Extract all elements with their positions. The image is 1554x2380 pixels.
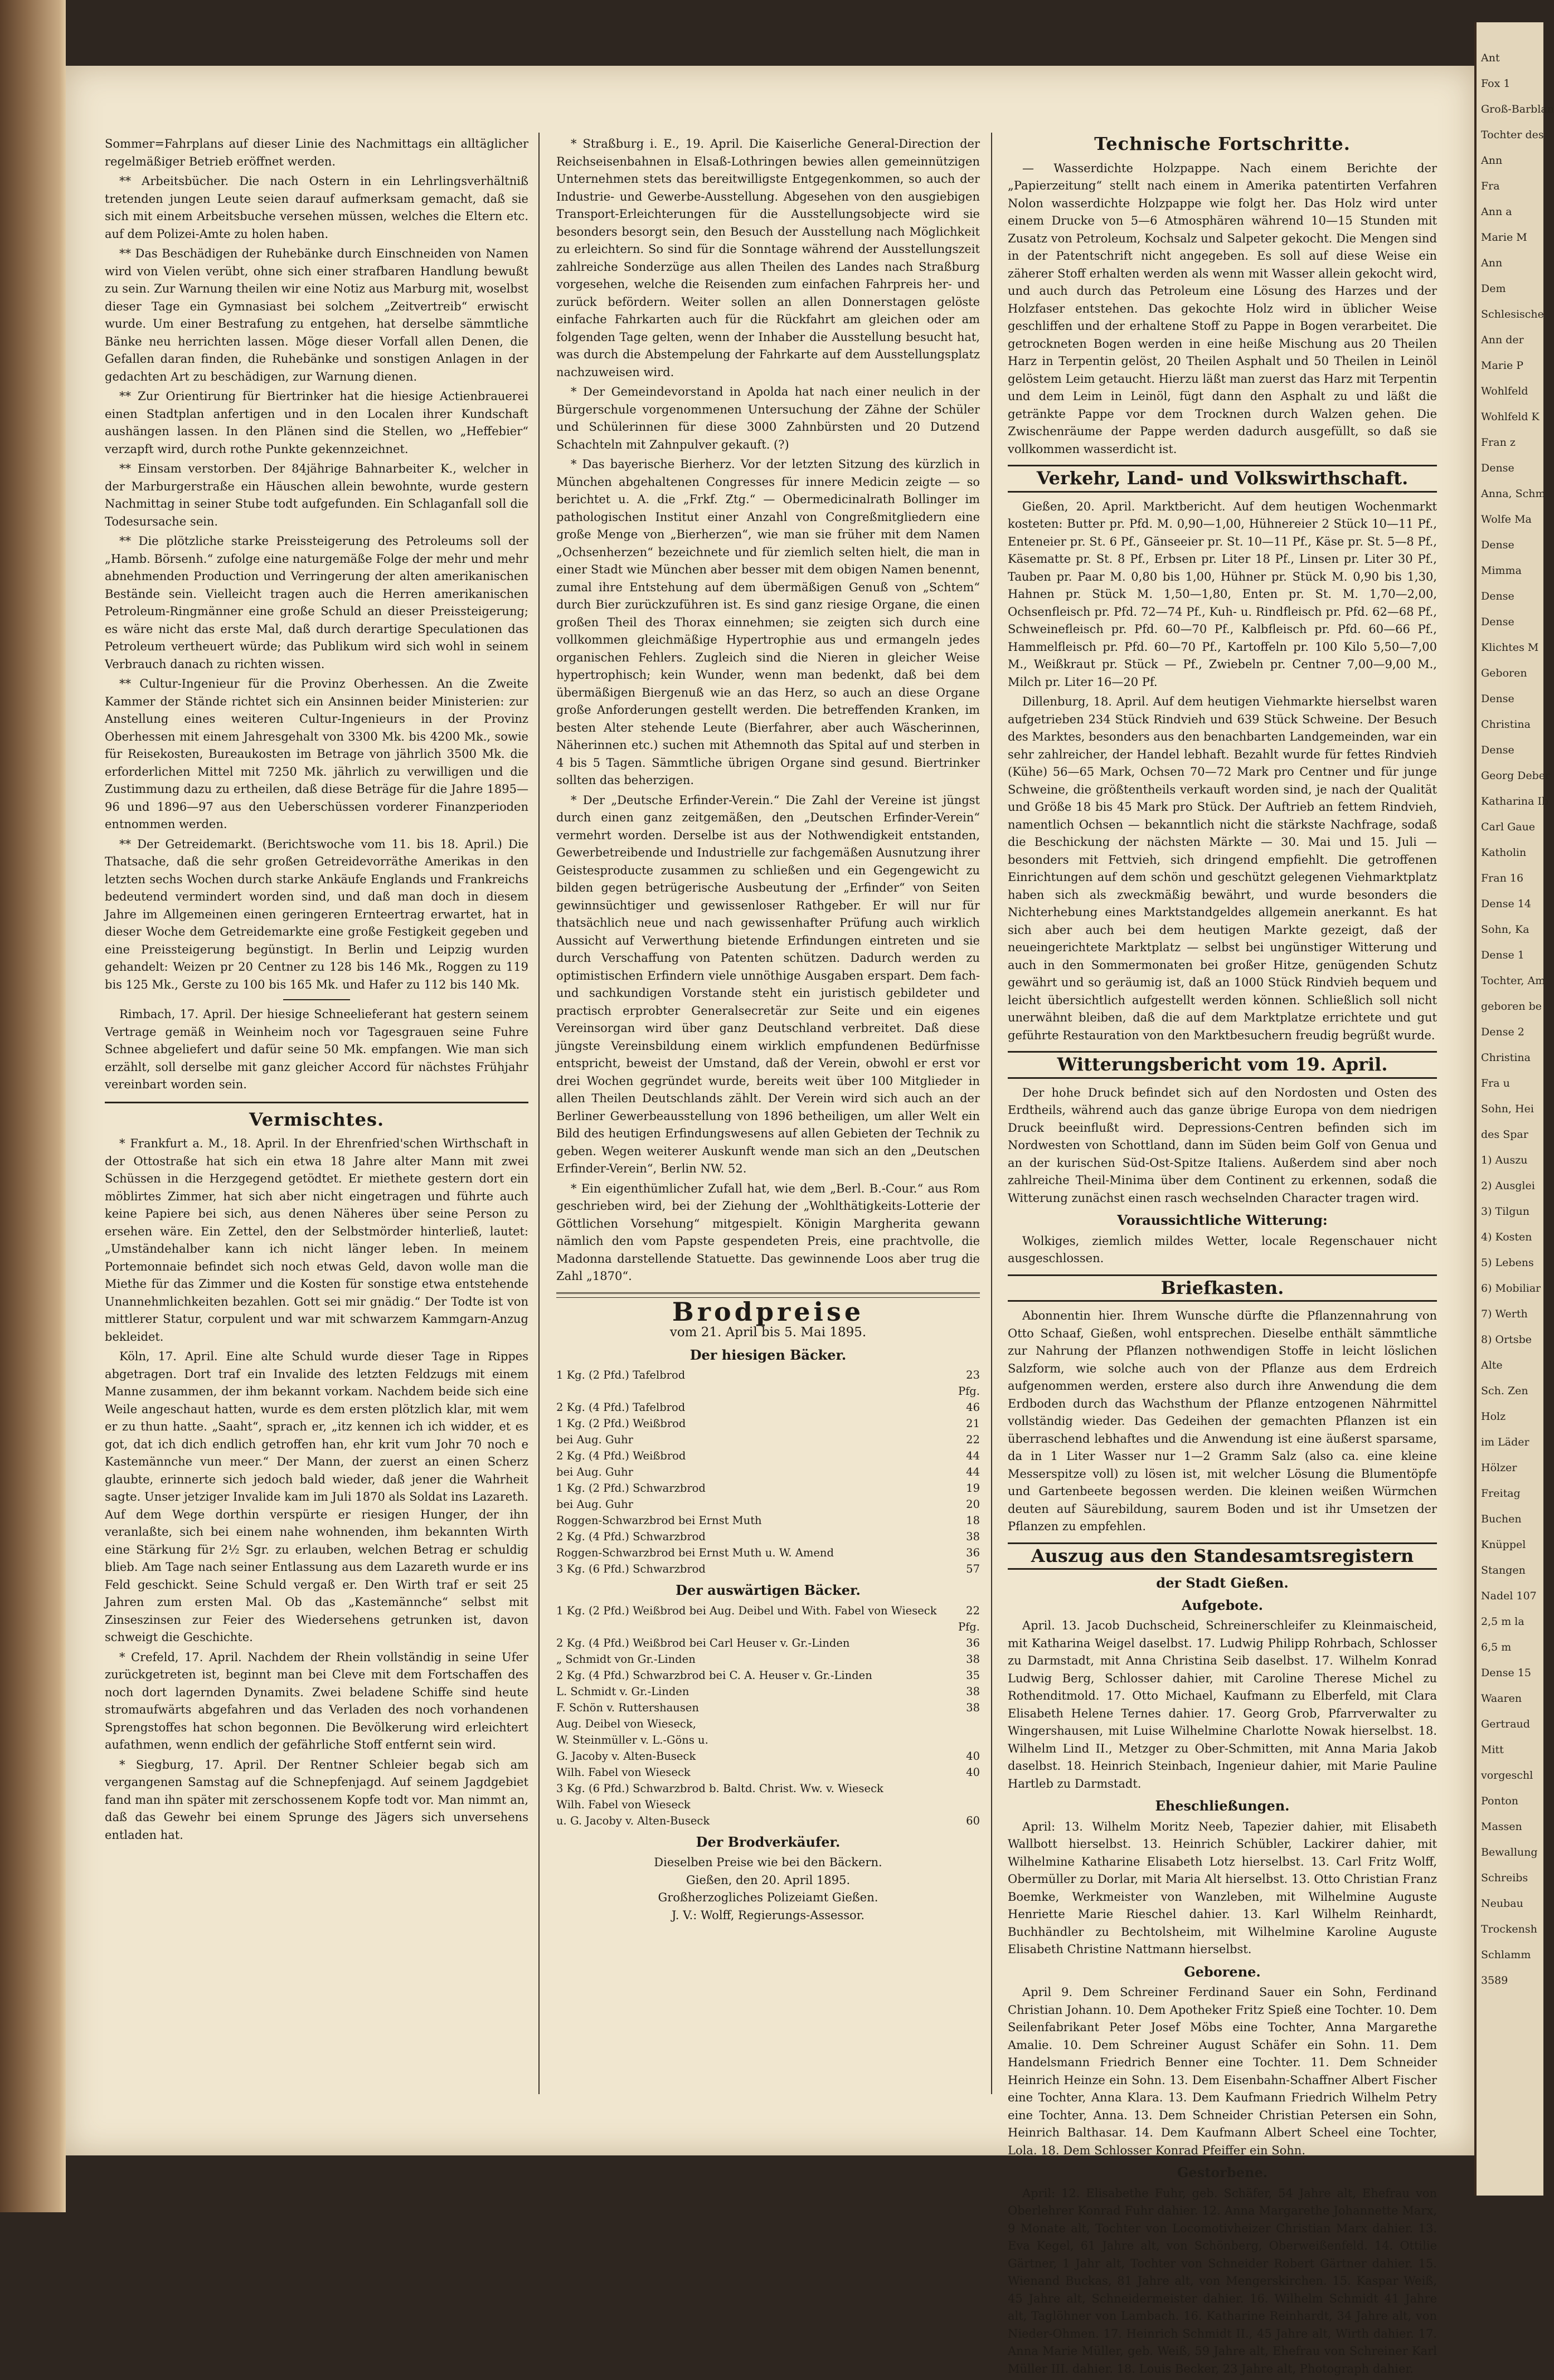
list-aufgebote: April. 13. Jacob Duchscheid, Schreinerschleifer zu Kleinmaischeid, mit Katharina Weigel daselbst. 17. Ludwig Philipp Rohrbach, Schlosser zu Darmstadt, mit Anna Christina Seib daselbst. 17. Wilhelm Konrad Ludwig Berg, Schlosser dahier, mit Caroline Therese Michel zu Rothenditmold. 17. Otto Michael, Kaufmann zu Elberfeld, mit Clara Elisabeth Helene Ternes dahier. 17. Georg Grob, Pfarrverwalter zu Wingershausen, mit Luise Wilhelmine Charlotte Nowak hierselbst. 18. Wilhelm Lind II., Metzger zu Ober-Schmitten, mit Anna Maria Jakob daselbst. 18. Heinrich Steinbach, Ingenieur dahier, mit Marie Pauline Hartleb zu Darmstadt. (1008, 1619, 1437, 1790)
adjacent-page-fragment: Carl Gaue (1481, 821, 1536, 833)
bread-price: 38 (966, 1701, 980, 1714)
adjacent-page-fragment: Waaren (1481, 1692, 1522, 1705)
bread-price: 35 (966, 1668, 980, 1682)
adjacent-page-fragment: Stangen (1481, 1564, 1526, 1576)
article-witterung: Der hohe Druck befindet sich auf den Nordosten und Osten des Erdtheils, während auch das ganze übrige Europa von dem niedrigen Druck beeinflußt wird. Depressions-Centren befinden sich im Nordwesten von Schottland, dann im Süden beim Golf von Genua und an der kurischen Süd-Ost-Spitze Italiens. Außerdem sind aber noch zahlreiche Theil-Minima über dem Continent zu erkennen, sodaß die Witterung zunächst einen rasch wechselnden Character tragen wird. (1008, 1086, 1437, 1205)
bread-price: 22 Pfg. (958, 1604, 980, 1633)
bread-price: 18 (966, 1514, 980, 1527)
adjacent-page-fragment: Sohn, Hei (1481, 1103, 1534, 1115)
bread-price-row (556, 1780, 980, 1797)
bread-price: 38 (966, 1652, 980, 1666)
adjacent-page-fragment: Fra u (1481, 1077, 1510, 1089)
bread-price: 40 (966, 1765, 980, 1779)
article-bierherz: * Das bayerische Bierherz. Vor der letzten Sitzung des kürzlich in München abgehaltenen Congresses für innere Medicin zeigte — so berichtet u. A. die „Frkf. Ztg.“ — Obermedicinalrath Bollinger im pathologischen Institut einer Anzahl von Congreßmitgliedern eine große Menge von „Bierherzen“, wie man sie früher mit dem Namen „Ochsenherzen“ bezeichnete und für ziemlich selten hielt, die man in einer Stadt wie München aber besser mit dem obigen Namen benennt, zumal ihre Entstehung auf dem übermäßigen Genuß von „Schtem“ durch Bier zurückzuführen ist. Es sind ganz riesige Organe, die einen großen Theil des Thorax einnehmen; sie zeigten sich durch eine vollkommen gleichmäßige Hypertrophie aus und ermangeln jedes organischen Fehlers. Zugleich sind die Nieren in gleicher Weise hypertrophisch; kein Wunder, wenn man bedenkt, daß bei dem übermäßigen Biergenuß wie an das Herz, so auch an diese Organe große Anforderungen gestellt werden. Die betreffenden Kranken, im besten Alter stehende Leute (Bierfahrer, aber auch Wäscherinnen, Näherinnen etc.) suchen mit Athemnoth das Spital auf und sterben in 4 bis 5 Tagen. Sämmtliche übrigen Organe sind gesund. Biertrinker sollten das beherzigen. (556, 457, 980, 787)
bread-price-row (556, 1667, 980, 1683)
bread-price: 57 (966, 1563, 980, 1575)
article-getreidemarkt: ** Der Getreidemarkt. (Berichtswoche vom 11. bis 18. April.) Die Thatsache, daß die sehr großen Getreidevorräthe Amerikas in den letzten sechs Wochen durch starke Ankäufe Englands und Frankreichs bedeutend vermindert worden sind, und daß man doch in diesem Jahre im Allgemeinen einen geringeren Ernteertrag erwartet, hat in dieser Woche dem Getreidemarkte eine große Festigkeit gegeben und eine Preissteigerung begünstigt. In Berlin und Leipzig wurden gehandelt: Weizen pr 20 Centner zu 128 bis 146 Mk., Roggen zu 119 bis 125 Mk., Gerste zu 100 bis 165 Mk. und Hafer zu 112 bis 140 Mk. (105, 837, 528, 991)
bread-price-row (556, 1496, 980, 1512)
bread-item: 3 Kg. (6 Pfd.) Schwarzbrod b. Baltd. Christ. Ww. v. Wieseck (556, 1782, 883, 1795)
adjacent-page-fragment: Dense (1481, 744, 1514, 756)
adjacent-page-fragment: Ann (1481, 154, 1503, 167)
subheading-gestorbene: Gestorbene. (1177, 2164, 1268, 2181)
adjacent-page-fragment: Geboren (1481, 667, 1527, 679)
adjacent-page-fragment: Ann (1481, 257, 1503, 269)
column-separator (991, 133, 992, 2094)
adjacent-page-fragment: im Läder (1481, 1436, 1529, 1448)
column-2 (556, 135, 980, 1924)
article-holzpappe: — Wasserdichte Holzpappe. Nach einem Berichte der „Papierzeitung“ stellt nach einem in Amerika patentirten Verfahren Nolon wasserdichte Holzpappe wie folgt her. Das Holz wird unter einem Drucke von 5—6 Atmosphären während 10—15 Stunden mit Zusatz von Petroleum, Kochsalz und Salpeter gekocht. Die Mengen sind in der Patentschrift nicht angegeben. Es soll auf diese Weise ein zäherer Stoff erhalten werden als wenn mit Wasser allein gekocht wird, und auch durch das Petroleum eine Lösung des Harzes und der Holzfaser entstehen. Das gekochte Holz wird in üblicher Weise geschliffen und der erhaltene Stoff zu Pappe in Bogen verarbeitet. Die getrockneten Bogen werden in eine heiße Mischung aus 20 Theilen Harz in Terpentin gelöst, 20 Theilen Asphalt und 50 Theilen in Leinöl gelöstem Leim getaucht. Hierzu läßt man zuerst das Harz mit Terpentin und dem Leim in Leinöl, fügt dann den Asphalt zu und läßt die getränkte Pappe vor dem Trocknen durch Walzen gehen. Die Zwischenräume der Pappe werden dadurch ausgefüllt, so daß sie vollkommen wasserdicht ist. (1008, 161, 1437, 456)
article-cultur-ingenieur: ** Cultur-Ingenieur für die Provinz Oberhessen. An die Zweite Kammer der Stände richtet sich ein Ansinnen beider Ministerien: zur Anstellung eines weiteren Cultur-Ingenieurs in der Provinz Oberhessen mit einem Jahresgehalt von 3300 Mk. bis 4200 Mk., sowie für Reisekosten, Bureaukosten im Betrage von jährlich 3500 Mk. die erforderlichen Mittel mit 7250 Mk. jährlich zu verwilligen und die Zustimmung dazu zu ertheilen, daß diese Beträge für die Jahre 1895—96 und 1896—97 aus den Ueberschüssen vorderer Finanzperioden entnommen werden. (105, 677, 528, 831)
bread-price-row (556, 1732, 980, 1748)
bread-item: Roggen-Schwarzbrod bei Ernst Muth u. W. Amend (556, 1546, 834, 1559)
divider (283, 999, 350, 1000)
adjacent-page-fragment: Wolfe Ma (1481, 513, 1532, 525)
bread-price (941, 1732, 980, 1748)
adjacent-page-fragment: Dense 1 (1481, 949, 1524, 961)
bread-sellers-note: Dieselben Preise wie bei den Bäckern. (654, 1856, 882, 1869)
bread-price-row (556, 1464, 980, 1480)
article-biertrinker: ** Zur Orientirung für Biertrinker hat die hiesige Actienbrauerei einen Stadtplan anfertigen und in den Localen ihrer Kundschaft aushängen lassen. In den Plänen sind die Stellen, wo „Heffebier“ verzapft wird, durch rothe Punkte gekennzeichnet. (105, 390, 528, 456)
bread-price-row (556, 1561, 980, 1577)
bread-item: 2 Kg. (4 Pfd.) Weißbrod bei Carl Heuser v. Gr.-Linden (556, 1636, 850, 1649)
bread-price: 44 (966, 1466, 980, 1478)
section-heading-vermischtes: Vermischtes. (249, 1108, 385, 1130)
bread-price: 60 (966, 1814, 980, 1827)
bread-price-row (556, 1399, 980, 1415)
adjacent-page-fragment: Ann a (1481, 206, 1512, 218)
bread-item: 1 Kg. (2 Pfd.) Tafelbrod (556, 1369, 686, 1381)
adjacent-page-fragment: Schlamm (1481, 1949, 1531, 1961)
adjacent-page-fragment: Katharina Ib (1481, 795, 1549, 807)
adjacent-page-fragment: Christina (1481, 1052, 1531, 1064)
adjacent-page-fragment: Sohn, Ka (1481, 923, 1529, 936)
adjacent-page-fragment: 7) Werth (1481, 1308, 1528, 1320)
adjacent-page-fragment: 6,5 m (1481, 1641, 1512, 1653)
adjacent-page-fragment: Dense 15 (1481, 1667, 1531, 1679)
article-petroleum: ** Die plötzliche starke Preissteigerung des Petroleums soll der „Hamb. Börsenh.“ zufolge eine naturgemäße Folge der mehr und mehr abnehmenden Production und Verringerung der alten amerikanischen Bestände sein. Vielleicht tragen auch die Herren amerikanischen Petroleum-Ringmänner eine große Schuld an dieser Preissteigerung; es wäre nicht das erste Mal, daß durch derartige Speculationen das Petroleum vertheuert würde; das Publikum wird sich wohl in seinem Verbrauch danach zu richten wissen. (105, 534, 528, 671)
article-paragraph: Sommer=Fahrplans auf dieser Linie des Nachmittags ein alltäglicher regelmäßiger Betrieb eröffnet werden. (105, 137, 528, 168)
bread-prices-title: Brodpreise (672, 1296, 865, 1327)
bread-price-row (556, 1651, 980, 1667)
adjacent-page-fragment: Fran z (1481, 436, 1516, 449)
bread-price (941, 1780, 980, 1797)
adjacent-page-fragment: Neubau (1481, 1897, 1523, 1910)
bread-price: 19 (966, 1482, 980, 1495)
article-erfinder-verein: * Der „Deutsche Erfinder-Verein.“ Die Zahl der Vereine ist jüngst durch einen ganz zeitgemäßen, den „Deutschen Erfinder-Verein“ vermehrt worden. Derselbe ist aus der Nothwendigkeit entstanden, Gewerbetreibende und Industrielle zur fachgemäßen Ausnutzung ihrer Geistesproducte zusammen zu schließen und ein Gegengewicht zu bilden gegen betrügerische Ausbeutung der „Erfinder“ von Seiten gewinnsüchtiger und gewissenloser Rathgeber. Er will nur für thatsächlich neue und nach gewissenhafter Prüfung auch wirklich Aussicht auf Verwerthung bietende Erfindungen eintreten und sie durch Verschaffung von Patenten schützen. Dadurch werden zu optimistischen Erfindern viele unnöthige Ausgaben erspart. Dem fach- und sachkundigen Vorstande steht ein juristisch gebildeter und practisch erprobter Generalsecretär zur Seite und ein eigenes Vereinsorgan wird über ganz Deutschland verbreitet. Daß diese jüngste Vereinsbildung einem wirklich empfundenen Bedürfnisse entspricht, beweist der Umstand, daß der Verein, obwohl er erst vor drei Wochen gegründet wurde, bereits weit über 100 Mitglieder in allen Theilen Deutschlands zählt. Der Verein wird sich auch an der Berliner Gewerbeausstellung von 1896 betheiligen, um aller Welt ein Bild des heutigen Erfindungswesens auf allen Gebieten der Technik zu geben. Wegen weiterer Auskunft wende man sich an den „Deutschen Erfinder-Verein“, Berlin NW. 52. (556, 793, 980, 1175)
forecast-title: Voraussichtliche Witterung: (1117, 1212, 1328, 1228)
bread-item: „ Schmidt von Gr.-Linden (556, 1652, 696, 1666)
adjacent-page-fragment: 3589 (1481, 1974, 1508, 1987)
adjacent-page-fragment: Fran 16 (1481, 872, 1524, 884)
section-heading-technik: Technische Fortschritte. (1094, 133, 1351, 154)
adjacent-page-fragment: Freitag (1481, 1487, 1521, 1500)
list-eheschliessungen: April: 13. Wilhelm Moritz Neeb, Tapezier dahier, mit Elisabeth Wallbott hierselbst. 13. Heinrich Schübler, Lackirer dahier, mit Wilhelmine Katharine Elisabeth Lotz hierselbst. 13. Carl Fritz Wolff, Obermüller zu Dorlar, mit Maria Alt hierselbst. 13. Otto Christian Franz Boemke, Werkmeister von Wanzleben, mit Wilhelmine Auguste Henriette Marie Rieschel dahier. 13. Karl Wilhelm Reinhardt, Buchhändler zu Bechtolsheim, mit Wilhelmine Karoline Auguste Elisabeth Christine Nattmann hierselbst. (1008, 1819, 1437, 1956)
bread-item: 2 Kg. (4 Pfd.) Weißbrod (556, 1449, 686, 1462)
adjacent-page-fragment: Dense (1481, 590, 1514, 602)
bread-price-row (556, 1700, 980, 1716)
book-binding-left (0, 0, 66, 2212)
bread-price (941, 1716, 980, 1732)
bread-item: Aug. Deibel von Wieseck, (556, 1717, 696, 1730)
adjacent-page-fragment: 2) Ausglei (1481, 1180, 1535, 1192)
bread-item: G. Jacoby v. Alten-Buseck (556, 1749, 696, 1763)
bread-section-foreign: Der auswärtigen Bäcker. (676, 1582, 861, 1598)
bread-place-date: Gießen, den 20. April 1895. (686, 1873, 851, 1887)
adjacent-page-edge (1474, 22, 1554, 2196)
adjacent-page-fragment: Dense (1481, 462, 1514, 474)
bread-price-row (556, 1448, 980, 1464)
adjacent-page-fragment: Christina (1481, 718, 1531, 731)
bread-price-row (556, 1813, 980, 1829)
adjacent-page-fragment: Tochter, Am (1481, 975, 1546, 987)
adjacent-page-fragment: Schreibs (1481, 1872, 1528, 1884)
adjacent-page-fragment: Dense 14 (1481, 898, 1531, 910)
bread-item: 2 Kg. (4 Pfd.) Tafelbrod (556, 1401, 686, 1414)
bread-price: 23 Pfg. (958, 1369, 980, 1398)
bread-item: u. G. Jacoby v. Alten-Buseck (556, 1814, 710, 1827)
bread-item: 1 Kg. (2 Pfd.) Weißbrod (556, 1417, 686, 1430)
subheading-eheschliessungen: Eheschließungen. (1155, 1798, 1290, 1814)
adjacent-page-fragment: 5) Lebens (1481, 1257, 1534, 1269)
article-rimbach: Rimbach, 17. April. Der hiesige Schneelieferant hat gestern seinem Vertrage gemäß in Weinheim noch vor Tagesgrauen seine Fuhre Schnee abgeliefert und dafür seine 50 Mk. empfangen. Wie man sich erzählt, soll derselbe mit ganz gleicher Accord für nächstes Frühjahr vereinbart worden sein. (105, 1008, 528, 1091)
bread-price-row (556, 1415, 980, 1432)
bread-item: Wilh. Fabel von Wieseck (556, 1765, 691, 1779)
bread-price-row (556, 1635, 980, 1651)
adjacent-page-fragment: vorgeschl (1481, 1769, 1533, 1782)
bread-price: 22 (966, 1433, 980, 1446)
bread-item: bei Aug. Guhr (556, 1466, 633, 1478)
adjacent-page-fragment: Holz (1481, 1410, 1506, 1423)
article-ruhebaenke: ** Das Beschädigen der Ruhebänke durch Einschneiden von Namen wird von Vielen verübt, ohne sich einer strafbaren Handlung bewußt zu sein. Zur Warnung theilen wir eine Notiz aus Marburg mit, woselbst dieser Tage ein Gymnasiast bei solchem „Zeitvertreib“ erwischt wurde. Um einer Bestrafung zu entgehen, hat derselbe sämmtliche Bänke neu herrichten lassen. Möge dieser Vorfall allen Denen, die Gefallen daran finden, die Ruhebänke und sonstigen Anlagen in der gedachten Art zu beschädigen, zur Warnung dienen. (105, 247, 528, 383)
bread-price-row (556, 1529, 980, 1545)
adjacent-page-fragment: Ann der (1481, 334, 1524, 346)
column-separator (538, 133, 540, 2094)
bread-price: 38 (966, 1530, 980, 1543)
adjacent-page-fragment: 1) Auszu (1481, 1154, 1528, 1166)
bread-table-local (556, 1367, 980, 1577)
adjacent-page-fragment: Hölzer (1481, 1462, 1517, 1474)
bread-item: 2 Kg. (4 Pfd.) Schwarzbrod bei C. A. Heuser v. Gr.-Linden (556, 1668, 872, 1682)
article-koeln: Köln, 17. April. Eine alte Schuld wurde dieser Tage in Rippes abgetragen. Dort traf ein Invalide des letzten Feldzugs mit einem Manne zusammen, der ihm bekannt vorkam. Nachdem beide sich eine Weile angeschaut hatten, wurde es dem ersten plötzlich klar, mit wem er zu thun hatte. „Saaht“, sprach er, „itz kennen ich ich widder, et es got, dat ich dich endlich getroffen han, ehr krit vum Johr 70 noch e Kastemännche vun meer.“ Der Mann, der zuerst an einen Scherz glaubte, erinnerte sich jedoch bald wieder, daß jener die Wahrheit sagte. Unser jetziger Invalide kam im Juli 1870 als Soldat ins Lazareth. Auf dem Wege dorthin verspürte er riesigen Hunger, der ihn veranlaßte, sich bei einem nahe wohnenden, ihm bekannten Wirth eine Stärkung für 2½ Sgr. zu erlauben, welchen Betrag er schuldig blieb. Am Tage nach seiner Entlassung aus dem Lazareth wurde er ins Feld geschickt. Seine Schuld vergaß er. Den Wirth traf er seit 25 Jahren zum ersten Mal. Ob das „Kastemännche“ selbst mit Zinseszinsen zur Feier des Wiedersehens getrunken ist, davon schweigt die Geschichte. (105, 1350, 528, 1644)
adjacent-page-fragment: geboren be (1481, 1000, 1542, 1013)
bread-price-row (556, 1748, 980, 1764)
article-arbeitsbuecher: ** Arbeitsbücher. Die nach Ostern in ein Lehrlingsverhältniß tretenden jungen Leute seien darauf aufmerksam gemacht, daß sie sich mit einem Arbeitsbuche versehen müssen, welches die Eltern etc. auf dem Polizei-Amte zu holen haben. (105, 174, 528, 241)
column-3 (1008, 135, 1437, 2380)
bread-item: 1 Kg. (2 Pfd.) Weißbrod bei Aug. Deibel und With. Fabel von Wieseck (556, 1604, 937, 1617)
bread-price: 21 (966, 1417, 980, 1430)
adjacent-page-fragment: 2,5 m la (1481, 1615, 1524, 1628)
column-1 (105, 135, 528, 1846)
bread-office: Großherzogliches Polizeiamt Gießen. (658, 1891, 878, 1904)
adjacent-page-fragment: Anna, Schm (1481, 488, 1546, 500)
adjacent-page-fragment: Groß-Barblan (1481, 103, 1554, 115)
bread-signature: J. V.: Wolff, Regierungs-Assessor. (671, 1908, 865, 1922)
list-geborene: April 9. Dem Schreiner Ferdinand Sauer ein Sohn, Ferdinand Christian Johann. 10. Dem Apotheker Fritz Spieß eine Tochter. 10. Dem Seilenfabrikant Peter Josef Möbs eine Tochter, Anna Margarethe Amalie. 10. Dem Schreiner August Schäfer ein Sohn. 11. Dem Handelsmann Friedrich Benner eine Tochter. 11. Dem Schneider Heinrich Heinze ein Sohn. 13. Dem Eisenbahn-Schaffner Albert Fischer eine Tochter, Anna Klara. 13. Dem Kaufmann Friedrich Wilhelm Petry eine Tochter, Anna. 13. Dem Schneider Christian Petersen ein Sohn, Heinrich Balthasar. 14. Dem Kaufmann Albert Scheel eine Tochter, Lola. 18. Dem Schlosser Konrad Pfeiffer ein Sohn. (1008, 1985, 1437, 2157)
bread-price-row (556, 1603, 980, 1635)
bread-section-local: Der hiesigen Bäcker. (689, 1346, 847, 1363)
adjacent-page-fragment: 4) Kosten (1481, 1231, 1532, 1243)
newspaper-page (66, 66, 1474, 2376)
bread-price-row (556, 1432, 980, 1448)
adjacent-page-fragment: Fra (1481, 180, 1500, 192)
bread-item: 1 Kg. (2 Pfd.) Schwarzbrod (556, 1482, 706, 1495)
bread-price-row (556, 1716, 980, 1732)
adjacent-page-fragment: Massen (1481, 1821, 1522, 1833)
adjacent-page-fragment: Sch. Zen (1481, 1385, 1528, 1397)
adjacent-page-fragment: Ant (1481, 52, 1500, 64)
adjacent-page-fragment: Knüppel (1481, 1539, 1526, 1551)
bread-item: Wilh. Fabel von Wieseck (556, 1798, 691, 1811)
subheading-aufgebote: Aufgebote. (1182, 1597, 1263, 1613)
adjacent-page-fragment: Katholin (1481, 846, 1527, 859)
bread-item: F. Schön v. Ruttershausen (556, 1701, 699, 1714)
adjacent-page-fragment: 8) Ortsbe (1481, 1333, 1532, 1346)
bread-item: L. Schmidt v. Gr.-Linden (556, 1685, 689, 1698)
adjacent-page-fragment: Buchen (1481, 1513, 1522, 1525)
bread-price-row (556, 1683, 980, 1700)
bread-price: 40 (966, 1749, 980, 1763)
adjacent-page-fragment: Alte (1481, 1359, 1503, 1371)
adjacent-page-fragment: Marie P (1481, 359, 1524, 372)
bread-item: Roggen-Schwarzbrod bei Ernst Muth (556, 1514, 762, 1527)
adjacent-page-fragment: des Spar (1481, 1128, 1528, 1141)
adjacent-page-fragment: Nadel 107 (1481, 1590, 1537, 1602)
article-dillenburg: Dillenburg, 18. April. Auf dem heutigen Viehmarkte hierselbst waren aufgetrieben 234 Stück Rindvieh und 639 Stück Schweine. Der Besuch des Marktes, besonders aus den benachbarten Landgemeinden, war ein sehr zahlreicher, der Handel lebhaft. Bezahlt wurde für fettes Rindvieh (Kühe) 56—65 Mark, Ochsen 70—72 Mark pro Centner und für junge Schweine, die größtentheils verkauft worden sind, je nach der Qualität und Größe 18 bis 45 Mark pro Stück. Der Auftrieb an fettem Rindvieh, namentlich Ochsen — bekanntlich nicht die stärkste Nachfrage, sodaß die Beschickung der nächsten Märkte — 30. Mai und 15. Juli — besonders mit Fettvieh, sich dringend empfiehlt. Die getroffenen Einrichtungen auf dem schön und geschützt gelegenen Viehmarktplatz haben sich als zweckmäßig bewährt, und wurde besonders die Nichterhebung eines Marktstandgeldes allgemein anerkannt. Es hat sich aber auch bei dem heutigen Markte gezeigt, daß der neueingerichtete Marktplatz — selbst bei ungünstiger Witterung und auch in den Sommermonaten bei großer Hitze, genügenden Schutz gewährt und so geräumig ist, daß an 1000 Stück Rindvieh bequem und leicht übersichtlich aufgestellt werden können. Schließlich soll nicht unerwähnt bleiben, daß die auf dem Marktplatze errichtete und gut geführte Restauration von den Marktbesuchern freudig begrüßt wurde. (1008, 695, 1437, 1042)
bread-price: 20 (966, 1498, 980, 1511)
bread-price (941, 1797, 980, 1813)
bread-price: 36 (966, 1636, 980, 1649)
section-heading-standesamt: Auszug aus den Standesamtsregistern (1008, 1542, 1437, 1570)
adjacent-page-fragment: Trockensh (1481, 1923, 1537, 1935)
bread-item: 2 Kg. (4 Pfd.) Schwarzbrod (556, 1530, 706, 1543)
article-strassburg: * Straßburg i. E., 19. April. Die Kaiserliche General-Direction der Reichseisenbahnen in Elsaß-Lothringen bewies allen gemeinnützigen Unternehmen stets das bereitwilligste Entgegenkommen, so auch der Industrie- und Gewerbe-Ausstellung. Abgesehen von den ausgiebigen Transport-Erleichterungen für die Ausstellungsobjecte wird sie besonders besorgt sein, den Besuch der Ausstellung nach Möglichkeit zu erleichtern. So sind für die Sonntage während der Ausstellungszeit zahlreiche Sonderzüge aus allen Theilen des Landes nach Straßburg vorgesehen, welche die Reisenden zum einfachen Fahrpreis her- und zurück befördern. Weiter sollen an allen Donnerstagen gelöste einfache Fahrkarten auch für die Rückfahrt am gleichen oder am folgenden Tage gelten, wenn der Inhaber die Ausstellung besucht hat, was durch die Abstempelung der Fahrkarte auf dem Ausstellungsplatz nachzuweisen wird. (556, 137, 980, 379)
bread-prices-dates: vom 21. April bis 5. Mai 1895. (669, 1325, 867, 1340)
list-gestorbene: April: 12. Elisabethe Fuhr, geb. Schäfer, 54 Jahre alt, Ehefrau von Oberlehrer Konrad Fuhr dahier. 12. Anna Margarethe Johannette Marx, 9 Monate alt, Tochter von Locomotivheizer Christian Marx dahier. 13. Eva Kegel, 61 Jahre alt, von Schönberg, Oberweißenfeld. 14. Ottilie Gärtner, 1 Jahr alt, Tochter von Schneider Robert Gärtner dahier. 15. Wienand Buckas, 81 Jahre alt, von Mengerskirchen. 15. Kaspar Weiß, 45 Jahre alt, Schneidermeister dahier. 16. Wilhelm Schmidt 41 Jahre alt, Taglöhner von Lambach. 16. Katharine Reinhardt, 34 Jahre alt, von Nieder-Ohmen. 17. Heinrich Schmidt II., 45 Jahre alt, Wirth dahier. 17. Anna Marie Müller, geb. Weiß, 59 Jahre alt, Ehefrau von Schreiner Karl Müller III. dahier. 18. Louis Becker, 23 Jahre alt, Photograph dahier. (1008, 2186, 1437, 2376)
bread-price-row (556, 1797, 980, 1813)
article-crefeld: * Crefeld, 17. April. Nachdem der Rhein vollständig in seine Ufer zurückgetreten ist, beginnt man bei Cleve mit dem Fortschaffen des noch dort lagernden Dynamits. Zwei beladene Schiffe sind heute stromaufwärts abgefahren und das Verladen des noch vorhandenen Sprengstoffes hat schon begonnen. Die Bevölkerung wird erleichtert aufathmen, wenn endlich der gefährliche Stoff entfernt sein wird. (105, 1650, 528, 1751)
adjacent-page-fragment: 3) Tilgun (1481, 1205, 1530, 1218)
adjacent-page-fragment: Schlesische (1481, 308, 1544, 320)
section-heading-briefkasten: Briefkasten. (1008, 1274, 1437, 1302)
adjacent-page-fragment: Mimma (1481, 564, 1522, 577)
adjacent-page-fragment: Fox 1 (1481, 77, 1511, 90)
adjacent-page-fragment: Gertraud (1481, 1718, 1530, 1730)
adjacent-page-fragment: Dense 2 (1481, 1026, 1524, 1038)
subheading-geborene: Geborene. (1184, 1963, 1261, 1980)
adjacent-page-fragment: Mitt (1481, 1744, 1504, 1756)
bread-price-row (556, 1367, 980, 1399)
bread-price: 46 (966, 1401, 980, 1414)
article-marktbericht-giessen: Gießen, 20. April. Marktbericht. Auf dem heutigen Wochenmarkt kosteten: Butter pr. Pfd. M. 0,90—1,00, Hühnereier 2 Stück 10—11 Pf., Enteneier pr. St. 6 Pf., Gänseeier pr. St. 10—11 Pf., Käse pr. St. 5—8 Pf., Käsematte pr. St. 8 Pf., Erbsen pr. Liter 18 Pf., Linsen pr. Liter 30 Pf., Tauben pr. Paar M. 0,80 bis 1,00, Hühner pr. Stück M. 0,90 bis 1,30, Hahnen pr. Stück M. 1,50—1,80, Enten pr. St. M. 1,70—2,00, Ochsenfleisch pr. Pfd. 72—74 Pf., Kuh- u. Rindfleisch pr. Pfd. 62—68 Pf., Schweinefleisch pr. Pfd. 60—70 Pf., Kalbfleisch pr. Pfd. 60—66 Pf., Hammelfleisch pr. Pfd. 60—70 Pf., Kartoffeln pr. 100 Kilo 5,50—7,00 M., Weißkraut pr. Stück — Pf., Zwiebeln pr. Centner 7,00—9,00 M., Milch pr. Liter 16—20 Pf. (1008, 499, 1437, 689)
article-frankfurt: * Frankfurt a. M., 18. April. In der Ehrenfried'schen Wirthschaft in der Ottostraße hat sich ein etwa 18 Jahre alter Mann mit zwei Schüssen in die Herzgegend getödtet. Er miethete gestern dort ein möblirtes Zimmer, hat sich aber nicht eingetragen und führte auch keine Papiere bei sich, aus denen Näheres über seine Person zu ersehen wäre. Ein Zettel, den der Selbstmörder hinterließ, lautet: „Umständehalber kann ich nicht länger leben. In meinem Portemonnaie befindet sich noch etwas Geld, davon wolle man die Miethe für das Zimmer und die Kosten für sonstige etwa entstehende Unannehmlichkeiten bezahlen. Gott sei mir gnädig.“ Der Todte ist von mittlerer Statur, corpulent und war mit schwarzem Kammgarn-Anzug bekleidet. (105, 1137, 528, 1344)
adjacent-page-fragment: Klichtes M (1481, 641, 1539, 654)
bread-price: 36 (966, 1546, 980, 1559)
adjacent-page-fragment: Georg Deber (1481, 770, 1551, 782)
bread-price-row (556, 1512, 980, 1529)
adjacent-page-fragment: Wohlfeld K (1481, 411, 1540, 423)
adjacent-page-fragment: Tochter des (1481, 129, 1544, 141)
bread-item: W. Steinmüller v. L.-Göns u. (556, 1733, 708, 1746)
bread-price-row (556, 1545, 980, 1561)
article-briefkasten: Abonnentin hier. Ihrem Wunsche dürfte die Pflanzennahrung von Otto Schaaf, Gießen, wohl entsprechen. Dieselbe enthält sämmtliche zur Nahrung der Pflanzen nothwendigen Stoffe in leicht löslichen Salzform, wie solche auch von der Pflanze aus dem Erdreich aufgenommen werden, erstere also durch ihre Anwendung die dem Erdboden durch das Wachsthum der Pflanze entzogenen Nährmittel vollständig wieder. Das Gedeihen der gemachten Pflanzen ist ein überraschend lebhaftes und die Anwendung ist eine äußerst sparsame, da in 1 Liter Wasser nur 1—2 Gramm Salz (also ca. eine kleine Messerspitze voll) zu lösen ist, mit welcher Lösung die Blumentöpfe und Gartenbeete begossen werden. Die kleinen weißen Würmchen deuten auf Säurebildung, saurem Boden und ist ihr Umsetzen der Pflanzen zu empfehlen. (1008, 1309, 1437, 1533)
article-zufall: * Ein eigenthümlicher Zufall hat, wie dem „Berl. B.-Cour.“ aus Rom geschrieben wird, bei der Ziehung der „Wohlthätigkeits-Lotterie der Göttlichen Vorsehung“ mitgespielt. Königin Margherita gewann nämlich den vom Papste gespendeten Preis, eine prachtvolle, die Madonna darstellende Statuette. Das gewinnende Loos aber trug die Zahl „1870“. (556, 1181, 980, 1283)
article-apolda: * Der Gemeindevorstand in Apolda hat nach einer neulich in der Bürgerschule vorgenommenen Untersuchung der Zähne der Schüler und Schülerinnen für diese 3000 Zahnbürsten und 20 Dutzend Schachteln mit Zahnpulver gekauft. (?) (556, 385, 980, 451)
adjacent-page-fragment: Ponton (1481, 1795, 1519, 1807)
adjacent-page-fragment: Wohlfeld (1481, 385, 1528, 397)
divider (105, 1102, 528, 1103)
bread-item: bei Aug. Guhr (556, 1433, 633, 1446)
article-einsam-verstorben: ** Einsam verstorben. Der 84jährige Bahnarbeiter K., welcher in der Marburgerstraße ein Häuschen allein bewohnte, wurde gestern Nachmittag in seiner Stube todt aufgefunden. Ein Schlaganfall soll die Todesursache sein. (105, 462, 528, 528)
adjacent-page-fragment: Dem (1481, 283, 1506, 295)
section-heading-witterung: Witterungsbericht vom 19. April. (1008, 1051, 1437, 1079)
standesamt-subtitle: der Stadt Gießen. (1156, 1575, 1289, 1591)
adjacent-page-fragment: Bewallung (1481, 1846, 1538, 1858)
adjacent-page-fragment: Dense (1481, 693, 1514, 705)
bread-section-sellers: Der Brodverkäufer. (696, 1833, 841, 1850)
bread-table-foreign (556, 1603, 980, 1829)
adjacent-page-fragment: Dense (1481, 539, 1514, 551)
bread-price-row (556, 1480, 980, 1496)
forecast-text: Wolkiges, ziemlich mildes Wetter, locale Regenschauer nicht ausgeschlossen. (1008, 1234, 1437, 1265)
adjacent-page-fragment: 6) Mobiliar (1481, 1282, 1541, 1294)
article-siegburg: * Siegburg, 17. April. Der Rentner Schleier begab sich am vergangenen Samstag auf die Schnepfenjagd. Auf seinem Jagdgebiet fand man ihn später mit zerschossenem Kopfe todt vor. Man nimmt an, daß das Gewehr bei einem Sprunge des Jägers sich unversehens entladen hat. (105, 1758, 528, 1842)
bread-item: bei Aug. Guhr (556, 1498, 633, 1511)
adjacent-page-fragment: Marie M (1481, 231, 1527, 244)
bread-price: 44 (966, 1449, 980, 1462)
bread-price-row (556, 1764, 980, 1780)
bread-item: 3 Kg. (6 Pfd.) Schwarzbrod (556, 1563, 706, 1575)
bread-price: 38 (966, 1685, 980, 1698)
adjacent-page-fragment: Dense (1481, 616, 1514, 628)
section-heading-verkehr: Verkehr, Land- und Volkswirthschaft. (1008, 465, 1437, 493)
